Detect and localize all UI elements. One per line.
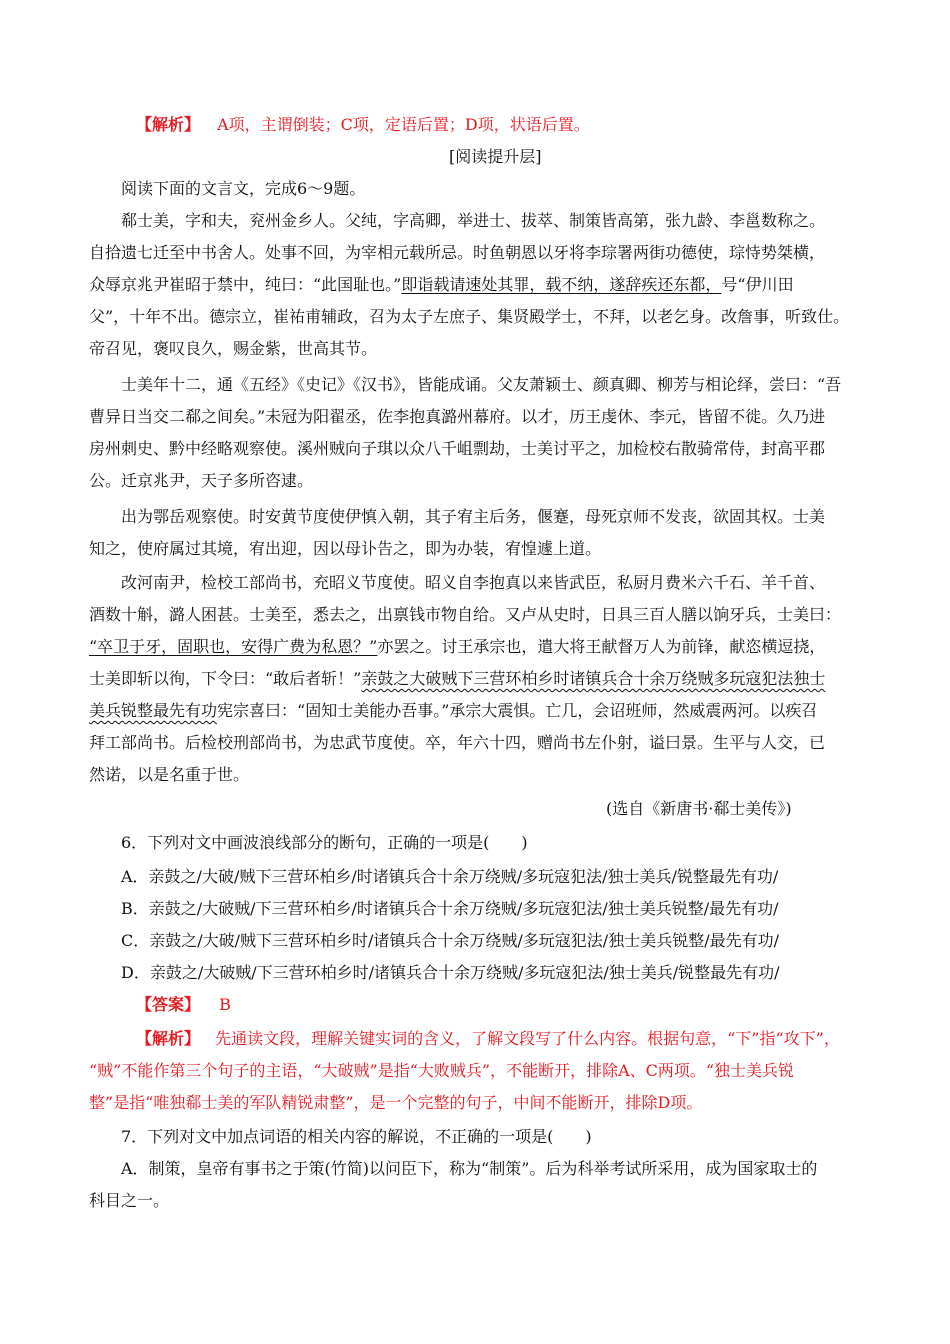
q7-stem: 7．下列对文中加点词语的相关内容的解说，不正确的一项是( ) xyxy=(121,1127,592,1146)
analysis-label: 【解析】 xyxy=(136,115,201,134)
q6-analysis-line2: “贼”不能作第三个句子的主语，“大破贼”是指“大败贼兵”，不能断开，排除A、C两项。“独士美兵锐 xyxy=(89,1061,795,1080)
answer-label: 【答案】 xyxy=(136,995,201,1014)
underlined-sentence: 即诣载请速处其罪，载不纳，遂辞疾还东都， xyxy=(401,275,722,294)
wavy-underlined-text: 美兵锐整最先有功 xyxy=(89,701,218,720)
q6-analysis-line3: 整”是指“唯独郗士美的军队精锐肃整”，是一个完整的句子，中间不能断开，排除D项。 xyxy=(89,1093,703,1112)
passage-p4-line3 xyxy=(89,635,825,659)
passage-text: 众辱京兆尹崔昭于禁中，纯曰：“此国耻也。” xyxy=(89,275,402,294)
q7-option-a-line1: A．制策，皇帝有事书之于策(竹简)以问臣下，称为“制策”。后为科举考试所采用，成为国家取士的 xyxy=(121,1159,818,1178)
q6-option-d: D．亲鼓之/大破贼/下三营环柏乡时/诸镇兵合十余万绕贼/多玩寇犯法/独士美兵/锐整最先有功/ xyxy=(121,963,780,982)
passage-p3-line1: 出为鄂岳观察使。时安黄节度使伊慎入朝，其子宥主后务，偃蹇，母死京师不发丧，欲固其权。士美 xyxy=(121,507,826,526)
wavy-underlined-text: 亲鼓之大破贼下三营环柏乡时诸镇兵合十余万绕贼多玩寇犯法独士 xyxy=(361,669,826,688)
analysis-label: 【解析】 xyxy=(136,1029,201,1048)
passage-p4-line2: 酒数十斛，潞人困甚。士美至，悉去之，出禀钱市物自给。又卢从史时，日具三百人膳以饷牙兵，士美曰： xyxy=(89,605,842,624)
q6-option-a: A．亲鼓之/大破/贼下三营环柏乡/时诸镇兵合十余万绕贼/多玩寇犯法/独士美兵/锐整最先有功/ xyxy=(121,867,779,886)
answer-value: B xyxy=(219,995,231,1014)
q6-answer-line xyxy=(136,993,231,1017)
q6-option-b: B．亲鼓之/大破贼/下三营环柏乡/时诸镇兵合十余万绕贼/多玩寇犯法/独士美兵锐整/最先有功/ xyxy=(121,899,779,918)
instruction: 阅读下面的文言文，完成6～9题。 xyxy=(121,179,366,198)
passage-text: 士美即斩以徇，下令曰：“敢后者斩！” xyxy=(89,669,362,688)
analysis-text: 先通读文段，理解关键实词的含义，了解文段写了什么内容。根据句意，“下”指“攻下”， xyxy=(215,1029,840,1048)
underlined-sentence: “卒卫于牙，固职也，安得广费为私恩？” xyxy=(89,637,378,656)
passage-source: (选自《新唐书·郗士美传》) xyxy=(606,799,792,818)
passage-p2-line1: 士美年十二，通《五经》《史记》《汉书》，皆能成诵。父友萧颖士、颜真卿、柳芳与相论绎，尝曰：“吾 xyxy=(121,375,842,394)
passage-text: 号“伊川田 xyxy=(721,275,794,294)
passage-p1-line5: 帝召见，褒叹良久，赐金紫，世高其节。 xyxy=(89,339,378,358)
q6-analysis-line1 xyxy=(136,1027,840,1051)
q6-stem: 6．下列对文中画波浪线部分的断句，正确的一项是( ) xyxy=(121,833,528,852)
section-title: [阅读提升层] xyxy=(449,147,542,166)
passage-p3-line2: 知之，使府属过其境，宥出迎，因以母讣告之，即为办装，宥惶遽上道。 xyxy=(89,539,602,558)
q6-option-c: C．亲鼓之/大破/贼下三营环柏乡时/诸镇兵合十余万绕贼/多玩寇犯法/独士美兵锐整/最先有功/ xyxy=(121,931,779,950)
passage-p4-line1: 改河南尹，检校工部尚书，充昭义节度使。昭义自李抱真以来皆武臣，私厨月费米六千石、羊千首、 xyxy=(121,573,826,592)
passage-text: 宪宗喜曰：“固知士美能办吾事。”承宗大震惧。亡几，会诏班师，然威震两河。以疾召 xyxy=(217,701,818,720)
intro-analysis-line xyxy=(136,113,590,137)
passage-text: 亦罢之。讨王承宗也，遣大将王献督万人为前锋，献恣横逗挠， xyxy=(377,637,826,656)
passage-p2-line3: 房州刺史、黔中经略观察使。溪州贼向子琪以众八千岨剽劫，士美讨平之，加检校右散骑常侍，封高平郡 xyxy=(89,439,826,458)
analysis-text: A项，主谓倒装；C项，定语后置；D项，状语后置。 xyxy=(217,115,590,134)
passage-p2-line2: 曹异日当交二郗之间矣。”未冠为阳翟丞，佐李抱真潞州幕府。以才，历王虔休、李元，皆留不徙。久乃进 xyxy=(89,407,826,426)
passage-p1-line4: 父”，十年不出。德宗立，崔祐甫辅政，召为太子左庶子、集贤殿学士，不拜，以老乞身。改詹事，听致仕。 xyxy=(89,307,850,326)
passage-p4-line4 xyxy=(89,667,825,691)
passage-p4-line6: 拜工部尚书。后检校刑部尚书，为忠武节度使。卒，年六十四，赠尚书左仆射，谥曰景。生平与人交，已 xyxy=(89,733,826,752)
passage-p4-line5 xyxy=(89,699,817,723)
q7-option-a-line2: 科目之一。 xyxy=(89,1191,170,1210)
passage-p1-line3 xyxy=(89,273,794,297)
passage-p2-line4: 公。迁京兆尹，天子多所咨逮。 xyxy=(89,471,314,490)
passage-p1-line1: 郗士美，字和夫，兖州金乡人。父纯，字高卿，举进士、拔萃、制策皆高第，张九龄、李邕数称之。 xyxy=(121,211,826,230)
passage-p4-line7: 然诺，以是名重于世。 xyxy=(89,765,250,784)
passage-p1-line2: 自拾遗七迁至中书舍人。处事不回，为宰相元载所忌。时鱼朝恩以牙将李琮署两街功德使，琮恃势桀横， xyxy=(89,243,826,262)
